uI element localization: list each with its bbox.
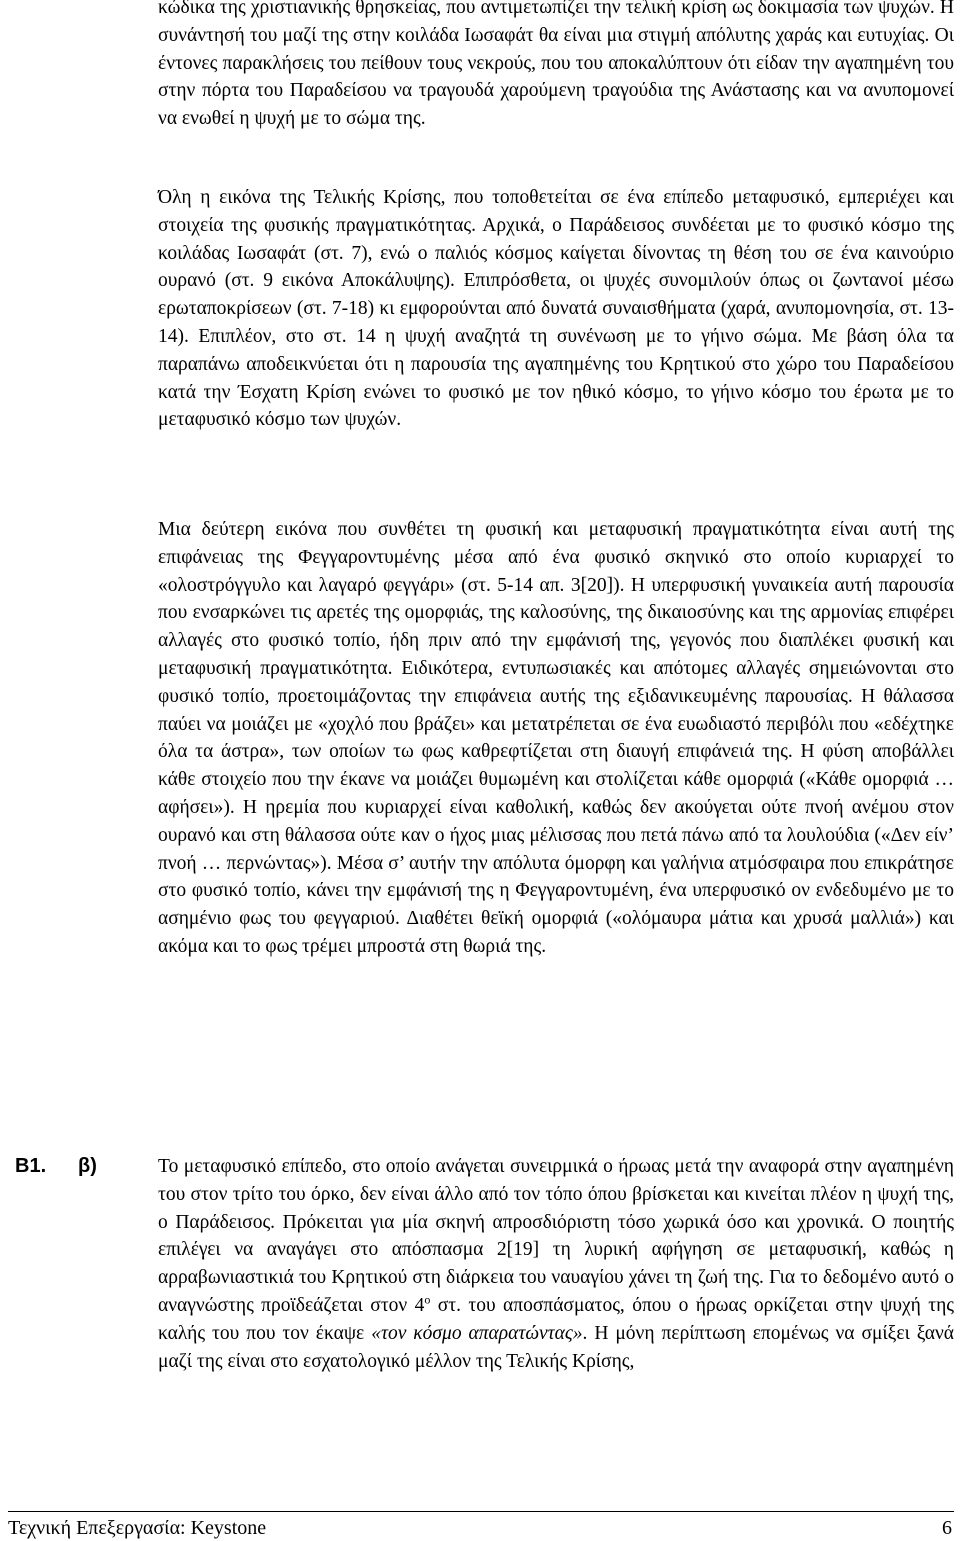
paragraph-3-text: Μια δεύτερη εικόνα που συνθέτει τη φυσική και μεταφυσική πραγματικότητα είναι αυτή της επιφάνειας της Φεγγαροντυμένης μέσα από ένα φυσικό σκηνικό στο οποίο κυριαρχεί το «ολοστρόγγυλο και λαγαρό φεγγάρι» (στ. 5-14 απ. 3[20]). Η υπερφυσική γυναικεία αυτή παρουσία που ενσαρκώνει τις αρετές της ομορφιάς, της καλοσύνης, της δικαιοσύνης και της αρμονίας επιφέρει αλλαγές στο φυσικό τοπίο, ήδη πριν από την εμφάνισή της, γεγονός που διαπλέκει φυσική και μεταφυσική πραγματικότητα. Ειδικότερα, εντυπωσιακές και απότομες αλλαγές σημειώνονται στο φυσικό τοπίο, προετοιμάζοντας την επιφάνεια αυτής της εξιδανικευμένης παρουσίας. Η θάλασσα παύει να μοιάζει με «χοχλό που βράζει» και μετατρέπεται σε ένα ευωδιαστό περιβόλι που «εδέχτηκε όλα τα άστρα», των οποίων τω φως καθρεφτίζεται στη διαυγή επιφάνειά της. Η φύση αποβάλλει κάθε στοιχείο που την έκανε να μοιάζει θυμωμένη και στολίζεται κάθε ομορφιά («Κάθε ομορφιά … αφήσει»). Η ηρεμία που κυριαρχεί είναι καθολική, καθώς δεν ακούγεται ούτε πνοή ανέμου στον ουρανό και στη θάλασσα ούτε καν ο ήχος μιας μέλισσας που πετά πάνω από τα λουλούδια («Δεν είν’ πνοή … περνώντας»). Μέσα σ’ αυτήν την απόλυτα όμορφη και γαλήνια ατμόσφαιρα που επικράτησε στο φυσικό τοπίο, κάνει την εμφάνισή της η Φεγγαροντυμένη, ένα υπερφυσικό ον ενδεδυμένο με το ασημένιο φως του φεγγαριού. Διαθέτει θεϊκή ομορφιά («ολόμαυρα μάτια και χρυσά μαλλιά») και ακόμα και το φως τρέμει μπροστά στη θωριά της. [158, 519, 954, 957]
paragraph-4-part-b: στ. του αποσπάσματος, όπου ο ήρωας ορκίζεται στην ψυχή της καλής του που τον έκαψε [158, 1294, 954, 1344]
quoted-phrase: «τον κόσμο απαρατώντας» [371, 1322, 583, 1344]
section-label-beta: β) [78, 1155, 97, 1177]
paragraph-2 [158, 184, 954, 434]
footer-title: Τεχνική Επεξεργασία: Keystone [8, 1517, 267, 1539]
paragraph-1 [158, 0, 954, 133]
paragraph-3 [158, 516, 954, 961]
paragraph-4 [158, 1153, 954, 1375]
paragraph-4-part-c: . Η μόνη περίπτωση επομένως να σμίξει ξανά μαζί της είναι στο εσχατολογικό μέλλον της Τελικής Κρίσης, [158, 1322, 954, 1372]
page-number: 6 [942, 1517, 952, 1539]
section-label-b1: Β1. [15, 1155, 47, 1177]
paragraph-4-text [158, 1153, 954, 1375]
paragraph-2-text: Όλη η εικόνα της Τελικής Κρίσης, που τοποθετείται σε ένα επίπεδο μεταφυσικό, εμπεριέχει και στοιχεία της φυσικής πραγματικότητας. Αρχικά, ο Παράδεισος συνδέεται με το φυσικό κόσμο της κοιλάδας Ιωσαφάτ (στ. 7), ενώ ο παλιός κόσμος καίγεται δίνοντας τη θέση του σε ένα καινούριο ουρανό (στ. 9 εικόνα Αποκάλυψης). Επιπρόσθετα, οι ψυχές συνομιλούν όπως οι ζωντανοί μέσω ερωταποκρίσεων (στ. 7-18) κι εμφορούνται από δυνατά συναισθήματα (χαρά, ανυπομονησία, στ. 13-14). Επιπλέον, στο στ. 14 η ψυχή αναζητά τη συνένωση με το γήινο σώμα. Με βάση όλα τα παραπάνω αποδεικνύεται ότι η παρουσία της αγαπημένης του Κρητικού στο χώρο του Παραδείσου κατά την Έσχατη Κρίση ενώνει το φυσικό με τον ηθικό κόσμο, το γήινο κόσμο του έρωτα με το μεταφυσικό κόσμο των ψυχών. [158, 187, 954, 431]
paragraph-1-text: κώδικα της χριστιανικής θρησκείας, που αντιμετωπίζει την τελική κρίση ως δοκιμασία των ψυχών. Η συνάντησή του μαζί της στην κοιλάδα Ιωσαφάτ θα είναι μια στιγμή απόλυτης χαράς και ευτυχίας. Οι έντονες παρακλήσεις του πείθουν τους νεκρούς, που του αποκαλύπτουν ότι είδαν την αγαπημένη του στην πόρτα του Παραδείσου να τραγουδά χαρούμενη τραγούδια της Ανάστασης και να ανυπομονεί να ενωθεί η ψυχή με το σώμα της. [158, 0, 954, 130]
ordinal-superscript: ο [424, 1292, 431, 1307]
footer-divider [8, 1511, 954, 1512]
paragraph-4-part-a: Το μεταφυσικό επίπεδο, στο οποίο ανάγεται συνειρμικά ο ήρωας μετά την αναφορά στην αγαπημένη του στον τρίτο του όρκο, δεν είναι άλλο από τον τόπο όπου βρίσκεται και κινείται πλέον η ψυχή της, ο Παράδεισος. Πρόκειται για μία σκηνή απροσδιόριστη τόσο χωρικά όσο και χρονικά. Ο ποιητής επιλέγει να αναγάγει στο απόσπασμα 2[19] τη λυρική αφήγηση σε μεταφυσική, καθώς η αρραβωνιαστικιά του Κρητικού στη διάρκεια του ναυαγίου χάνει τη ζωή της. Για το δεδομένο αυτό ο αναγνώστης προϊδεάζεται στον 4 [158, 1156, 954, 1316]
